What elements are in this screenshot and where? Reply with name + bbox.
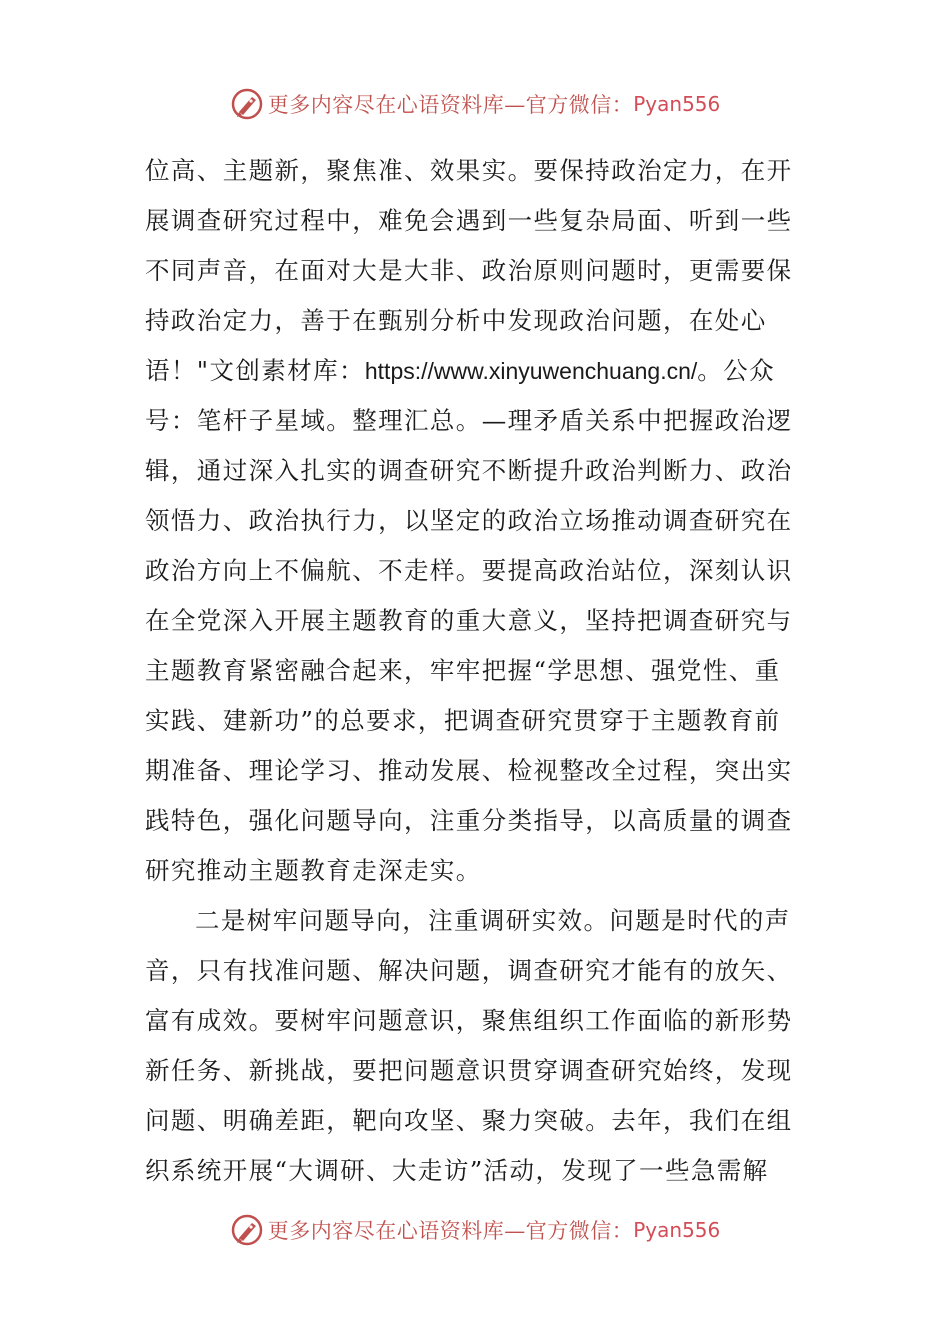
paragraph-start-line: 二是树牢问题导向，注重调研实效。问题是时代的声 — [195, 906, 791, 935]
body-line: 音，只有找准问题、解决问题，调查研究才能有的放矢、 — [145, 956, 793, 985]
body-line: 展调查研究过程中，难免会遇到一些复杂局面、听到一些 — [145, 206, 793, 235]
url-line-prefix: 语！"文创素材库： — [145, 356, 365, 385]
header-banner-text: 更多内容尽在心语资料库—官方微信： — [267, 93, 634, 117]
body-line: 号：笔杆子星域。整理汇总。—理矛盾关系中把握政治逻 — [145, 406, 793, 435]
header-wechat-id: Pyan556 — [633, 92, 721, 116]
footer-banner-text: 更多内容尽在心语资料库—官方微信： — [267, 1219, 634, 1243]
pen-nib-logo-icon — [230, 1213, 264, 1247]
body-line: 新任务、新挑战，要把问题意识贯穿调查研究始终，发现 — [145, 1056, 793, 1085]
body-line: 期准备、理论学习、推动发展、检视整改全过程，突出实 — [145, 756, 793, 785]
body-line: 辑，通过深入扎实的调查研究不断提升政治判断力、政治 — [145, 456, 793, 485]
body-line: 在全党深入开展主题教育的重大意义，坚持把调查研究与 — [145, 606, 793, 635]
url-line-suffix: 。公众 — [697, 356, 775, 385]
body-line: 领悟力、政治执行力，以坚定的政治立场推动调查研究在 — [145, 506, 793, 535]
body-line: 践特色，强化问题导向，注重分类指导，以高质量的调查 — [145, 806, 793, 835]
body-line: 位高、主题新，聚焦准、效果实。要保持政治定力，在开 — [145, 156, 793, 185]
document-body — [145, 146, 810, 1196]
body-line: 研究推动主题教育走深走实。 — [145, 856, 482, 885]
body-line: 持政治定力，善于在甄别分析中发现政治问题，在处心 — [145, 306, 767, 335]
body-line: 实践、建新功”的总要求，把调查研究贯穿于主题教育前 — [145, 706, 781, 735]
pen-nib-logo-icon — [230, 87, 264, 121]
body-line: 不同声音，在面对大是大非、政治原则问题时，更需要保 — [145, 256, 793, 285]
body-line-with-url — [145, 346, 810, 396]
body-line: 问题、明确差距，靶向攻坚、聚力突破。去年，我们在组 — [145, 1106, 793, 1135]
footer-banner — [0, 1210, 950, 1250]
website-link[interactable]: https://www.xinyuwenchuang.cn/ — [364, 358, 698, 384]
body-line: 主题教育紧密融合起来，牢牢把握“学思想、强党性、重 — [145, 656, 781, 685]
footer-wechat-id: Pyan556 — [633, 1218, 721, 1242]
header-banner — [0, 84, 950, 124]
body-line: 富有成效。要树牢问题意识，聚焦组织工作面临的新形势 — [145, 1006, 793, 1035]
body-line: 政治方向上不偏航、不走样。要提高政治站位，深刻认识 — [145, 556, 793, 585]
body-line: 织系统开展“大调研、大走访”活动，发现了一些急需解 — [145, 1156, 769, 1185]
